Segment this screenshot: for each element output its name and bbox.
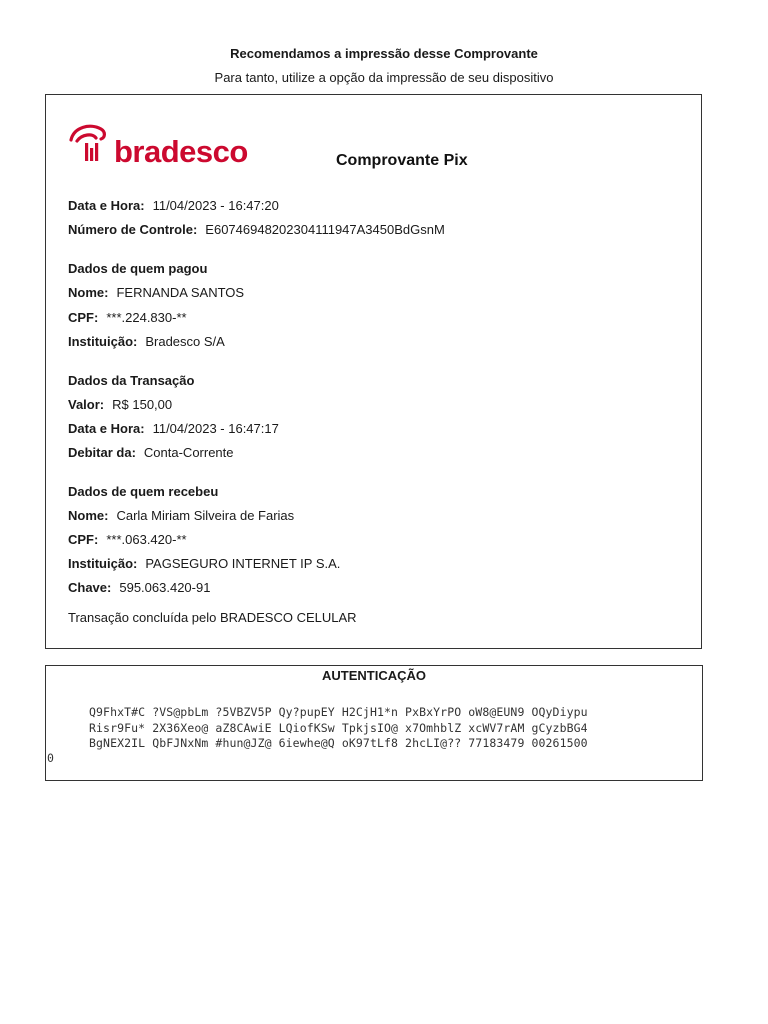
transaction-footer-note: Transação concluída pelo BRADESCO CELULAR	[68, 610, 357, 625]
receipt-datetime-row	[68, 198, 279, 213]
authentication-suffix: 0	[47, 751, 54, 765]
receiver-key-row	[68, 580, 210, 595]
print-recommendation-title: Recomendamos a impressão desse Comprovante	[230, 46, 538, 61]
payer-institution-label: Instituição:	[68, 334, 138, 349]
payer-name-label: Nome:	[68, 285, 109, 300]
payer-name-row	[68, 285, 244, 300]
transaction-datetime-value: 11/04/2023 - 16:47:17	[152, 421, 279, 436]
authentication-code-line: Risr9Fu* 2X36Xeo@ aZ8CAwiE LQiofKSw TpkjsIO@ x7OmhblZ xcWV7rAM gCyzbBG4	[89, 720, 588, 735]
payer-institution-value: Bradesco S/A	[145, 334, 225, 349]
receiver-name-label: Nome:	[68, 508, 109, 523]
authentication-code-line: Q9FhxT#C ?VS@pbLm ?5VBZV5P Qy?pupEY H2CjH1*n PxBxYrPO oW8@EUN9 OQyDiypu	[89, 705, 588, 719]
payer-name-value: FERNANDA SANTOS	[116, 285, 245, 300]
receiver-key-value: 595.063.420-91	[119, 580, 211, 595]
receiver-name-value: Carla Miriam Silveira de Farias	[116, 508, 295, 523]
pix-receipt	[45, 94, 702, 649]
payer-cpf-value: ***.224.830-**	[106, 310, 187, 325]
transaction-amount-label: Valor:	[68, 397, 105, 412]
authentication-box	[45, 665, 703, 781]
transaction-section-title: Dados da Transação	[68, 373, 195, 388]
authentication-code-line: BgNEX2IL QbFJNxNm #hun@JZ@ 6iewhe@Q oK97tLf8 2hcLI@?? 77183479 00261500	[89, 736, 588, 750]
payer-cpf-label: CPF:	[68, 310, 99, 325]
receiver-name-row	[68, 508, 294, 523]
transaction-debit-label: Debitar da:	[68, 445, 136, 460]
bradesco-logo	[68, 121, 248, 167]
payer-section-title: Dados de quem pagou	[68, 261, 208, 276]
receipt-title: Comprovante Pix	[336, 152, 468, 169]
receiver-institution-label: Instituição:	[68, 556, 138, 571]
control-number-label: Número de Controle:	[68, 222, 198, 237]
receiver-key-label: Chave:	[68, 580, 112, 595]
transaction-amount-value: R$ 150,00	[112, 397, 173, 412]
payer-institution-row	[68, 334, 225, 349]
transaction-datetime-row	[68, 421, 279, 436]
logo-wordmark: bradesco	[114, 134, 248, 167]
receiver-institution-row	[68, 556, 340, 571]
bradesco-logo-icon	[68, 121, 248, 167]
control-number-row	[68, 222, 445, 237]
transaction-debit-row	[68, 445, 234, 460]
control-number-value: E60746948202304111947A3450BdGsnM	[205, 222, 445, 237]
receipt-datetime-label: Data e Hora:	[68, 198, 145, 213]
receiver-cpf-row	[68, 532, 187, 547]
authentication-code	[89, 705, 588, 752]
authentication-title: AUTENTICAÇÃO	[322, 668, 426, 683]
receiver-cpf-value: ***.063.420-**	[106, 532, 187, 547]
receipt-datetime-value: 11/04/2023 - 16:47:20	[152, 198, 279, 213]
receiver-cpf-label: CPF:	[68, 532, 99, 547]
print-recommendation-subtitle: Para tanto, utilize a opção da impressão de seu dispositivo	[214, 70, 554, 85]
receiver-institution-value: PAGSEGURO INTERNET IP S.A.	[145, 556, 341, 571]
transaction-datetime-label: Data e Hora:	[68, 421, 145, 436]
transaction-debit-value: Conta-Corrente	[143, 445, 234, 460]
receiver-section-title: Dados de quem recebeu	[68, 484, 219, 499]
payer-cpf-row	[68, 310, 187, 325]
transaction-amount-row	[68, 397, 172, 412]
